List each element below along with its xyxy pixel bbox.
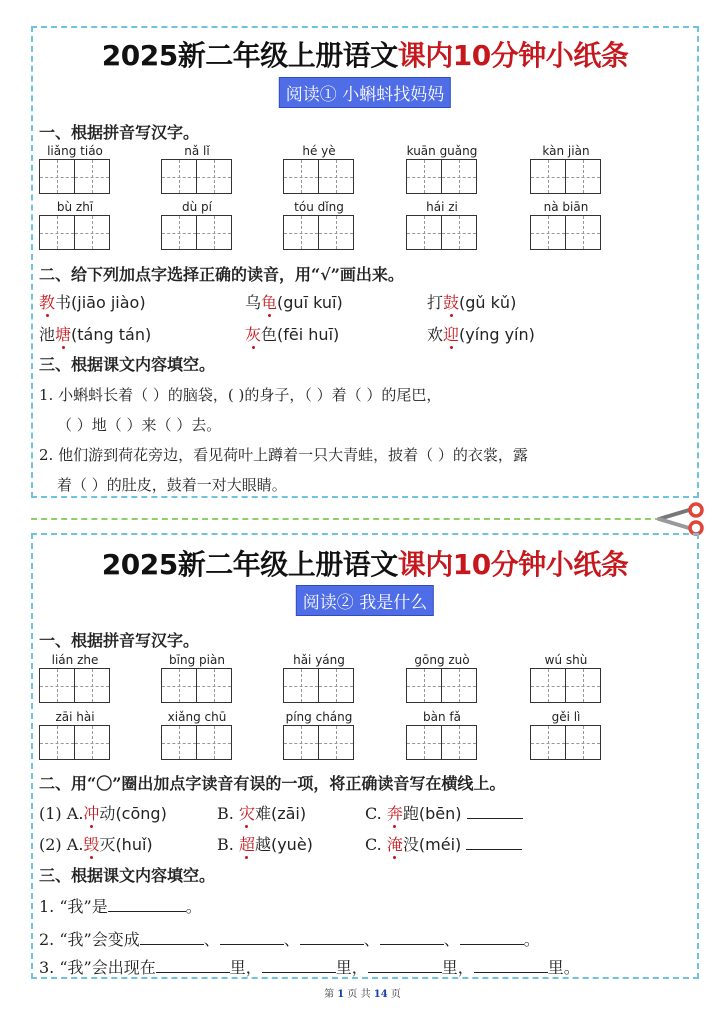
reading-choice-a[interactable]: (2) A.毁灭(huǐ): [39, 835, 153, 854]
fill-blank-line[interactable]: 1. 小蝌蚪长着（ ）的脑袋，( )的身子，（ ）着（ ）的尾巴，: [39, 386, 442, 404]
pinyin-label: wú shù: [544, 653, 588, 667]
fill-blank-line[interactable]: （ ）地（ ）来（ ）去。: [57, 416, 222, 434]
reading-choice[interactable]: 欢迎(yíng yín): [427, 325, 535, 344]
writing-grid[interactable]: [406, 668, 477, 703]
reading-choice[interactable]: 灰色(fēi huī): [245, 325, 340, 344]
answer-blank[interactable]: [300, 931, 364, 945]
answer-blank[interactable]: [220, 931, 284, 945]
writing-grid[interactable]: [406, 725, 477, 760]
reading-choice-a[interactable]: (1) A.冲动(cōng): [39, 804, 167, 823]
worksheet-panel-1: [31, 26, 699, 498]
writing-grid[interactable]: [406, 159, 477, 194]
answer-blank[interactable]: [380, 931, 444, 945]
panel2-section1-heading: 一、根据拼音写汉字。: [39, 631, 200, 650]
fill-blank-line: 3. “我”会出现在 里， 里， 里， 里。: [39, 958, 580, 977]
writing-grid[interactable]: [39, 668, 110, 703]
reading-choice-b[interactable]: B. 超越(yuè): [217, 835, 313, 854]
pinyin-label: bàn fǎ: [423, 710, 461, 724]
panel2-title: 2025新二年级上册语文课内10分钟小纸条: [101, 548, 629, 581]
worksheet-panel-2: [31, 533, 699, 979]
pinyin-label: kuān guǎng: [406, 144, 478, 158]
pinyin-label: hé yè: [302, 144, 336, 158]
pinyin-label: gōng zuò: [414, 653, 470, 667]
writing-grid[interactable]: [161, 668, 232, 703]
answer-blank[interactable]: [474, 959, 548, 973]
writing-grid[interactable]: [283, 668, 354, 703]
panel2-subtitle: 阅读② 我是什么: [297, 586, 433, 615]
answer-blank[interactable]: [368, 959, 442, 973]
reading-choice-c[interactable]: C. 淹没(méi): [365, 832, 522, 855]
reading-choice-b[interactable]: B. 灾难(zāi): [217, 804, 307, 823]
pinyin-label: kàn jiàn: [542, 144, 590, 158]
writing-grid[interactable]: [406, 215, 477, 250]
panel2-section3-heading: 三、根据课文内容填空。: [39, 866, 216, 885]
writing-grid[interactable]: [161, 159, 232, 194]
pinyin-label: nǎ lǐ: [184, 144, 210, 158]
writing-grid[interactable]: [39, 725, 110, 760]
answer-blank[interactable]: [466, 836, 522, 850]
reading-choice[interactable]: 教书(jiāo jiào): [39, 293, 146, 312]
reading-choice[interactable]: 乌龟(guī kuī): [245, 293, 343, 312]
pinyin-label: bīng piàn: [169, 653, 225, 667]
answer-blank[interactable]: [156, 959, 230, 973]
scissors-icon: [655, 502, 707, 536]
pinyin-label: tóu dǐng: [294, 200, 344, 214]
pinyin-label: hǎi yáng: [293, 653, 345, 667]
writing-grid[interactable]: [530, 668, 601, 703]
cut-line: [31, 518, 661, 520]
pinyin-label: dù pí: [182, 200, 212, 214]
writing-grid[interactable]: [161, 725, 232, 760]
writing-grid[interactable]: [530, 725, 601, 760]
answer-blank[interactable]: [262, 959, 336, 973]
panel1-section3-heading: 三、根据课文内容填空。: [39, 355, 216, 374]
writing-grid[interactable]: [283, 725, 354, 760]
pinyin-label: bù zhī: [56, 200, 94, 214]
answer-blank[interactable]: [140, 931, 204, 945]
pinyin-label: zāi hài: [55, 710, 95, 724]
fill-blank-line: 2. “我”会变成 、 、 、 、 。: [39, 930, 540, 949]
panel1-subtitle: 阅读① 小蝌蚪找妈妈: [280, 78, 450, 107]
panel1-section2-heading: 二、给下列加点字选择正确的读音，用“√”画出来。: [39, 265, 404, 284]
answer-blank[interactable]: [108, 898, 186, 912]
pinyin-label: liǎng tiáo: [47, 144, 103, 158]
page-footer: 第 1 页 共 14 页: [324, 989, 401, 1000]
panel1-section1-heading: 一、根据拼音写汉字。: [39, 123, 200, 142]
writing-grid[interactable]: [39, 215, 110, 250]
panel2-section2-heading: 二、用“〇”圈出加点字读音有误的一项，将正确读音写在横线上。: [39, 774, 506, 793]
pinyin-label: gěi lì: [551, 710, 581, 724]
fill-blank-line: 1. “我”是 。: [39, 897, 202, 916]
pinyin-label: nà biān: [543, 200, 589, 214]
pinyin-label: xiǎng chū: [167, 710, 227, 724]
writing-grid[interactable]: [530, 215, 601, 250]
reading-choice[interactable]: 池塘(táng tán): [39, 325, 152, 344]
fill-blank-line[interactable]: 2. 他们游到荷花旁边，看见荷叶上蹲着一只大青蛙，披着（ ）的衣裳，露: [39, 446, 528, 464]
fill-blank-line[interactable]: 着（ ）的肚皮，鼓着一对大眼睛。: [57, 476, 287, 494]
pinyin-label: píng cháng: [285, 710, 353, 724]
pinyin-label: hái zi: [426, 200, 458, 214]
answer-blank[interactable]: [467, 805, 523, 819]
reading-choice[interactable]: 打鼓(gǔ kǔ): [427, 293, 517, 312]
writing-grid[interactable]: [530, 159, 601, 194]
answer-blank[interactable]: [460, 931, 524, 945]
pinyin-label: lián zhe: [51, 653, 99, 667]
writing-grid[interactable]: [283, 159, 354, 194]
writing-grid[interactable]: [283, 215, 354, 250]
panel1-title: 2025新二年级上册语文课内10分钟小纸条: [101, 39, 629, 72]
writing-grid[interactable]: [161, 215, 232, 250]
reading-choice-c[interactable]: C. 奔跑(bēn): [365, 801, 523, 824]
writing-grid[interactable]: [39, 159, 110, 194]
